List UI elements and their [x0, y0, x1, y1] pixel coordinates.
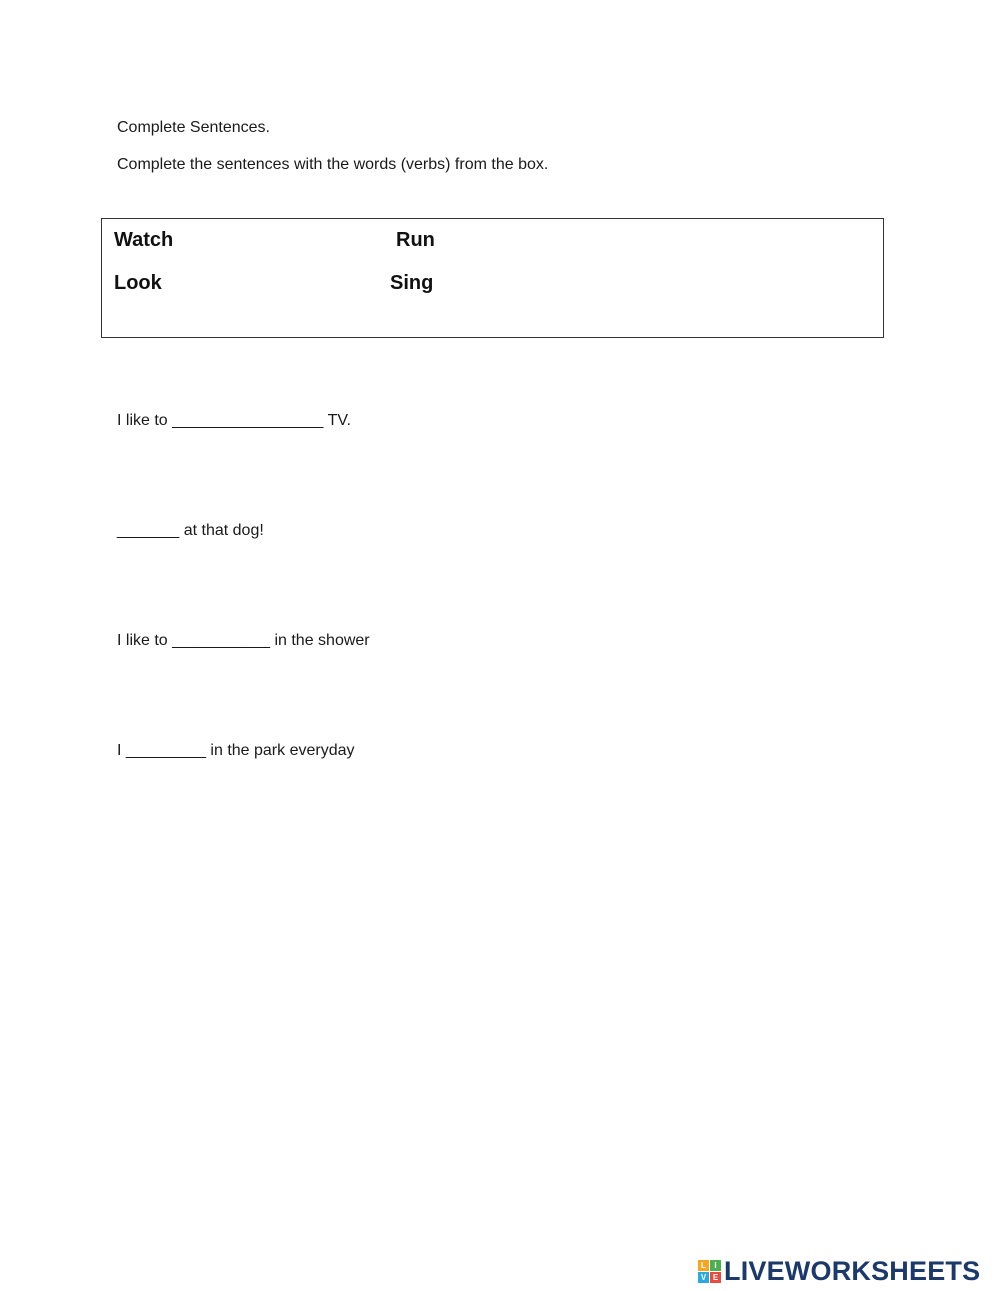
liveworksheets-logo — [698, 1257, 980, 1285]
word-watch: Watch — [114, 229, 174, 251]
logo-text: LIVEWORKSHEETS — [724, 1256, 981, 1286]
logo-blocks-icon — [698, 1260, 721, 1283]
logo-block: L — [698, 1260, 709, 1271]
logo-block: V — [698, 1272, 709, 1283]
worksheet-title: Complete Sentences. — [117, 119, 270, 136]
worksheet-instructions: Complete the sentences with the words (verbs) from the box. — [117, 156, 549, 173]
word-box — [101, 218, 884, 338]
sentence-4: I _________ in the park everyday — [117, 742, 355, 759]
sentence-3: I like to ___________ in the shower — [117, 632, 370, 649]
word-run: Run — [396, 229, 435, 251]
word-sing: Sing — [390, 272, 434, 294]
sentence-1: I like to _________________ TV. — [117, 412, 351, 429]
sentence-2: _______ at that dog! — [117, 522, 264, 539]
logo-block: I — [710, 1260, 721, 1271]
logo-block: E — [710, 1272, 721, 1283]
word-look: Look — [114, 272, 162, 294]
